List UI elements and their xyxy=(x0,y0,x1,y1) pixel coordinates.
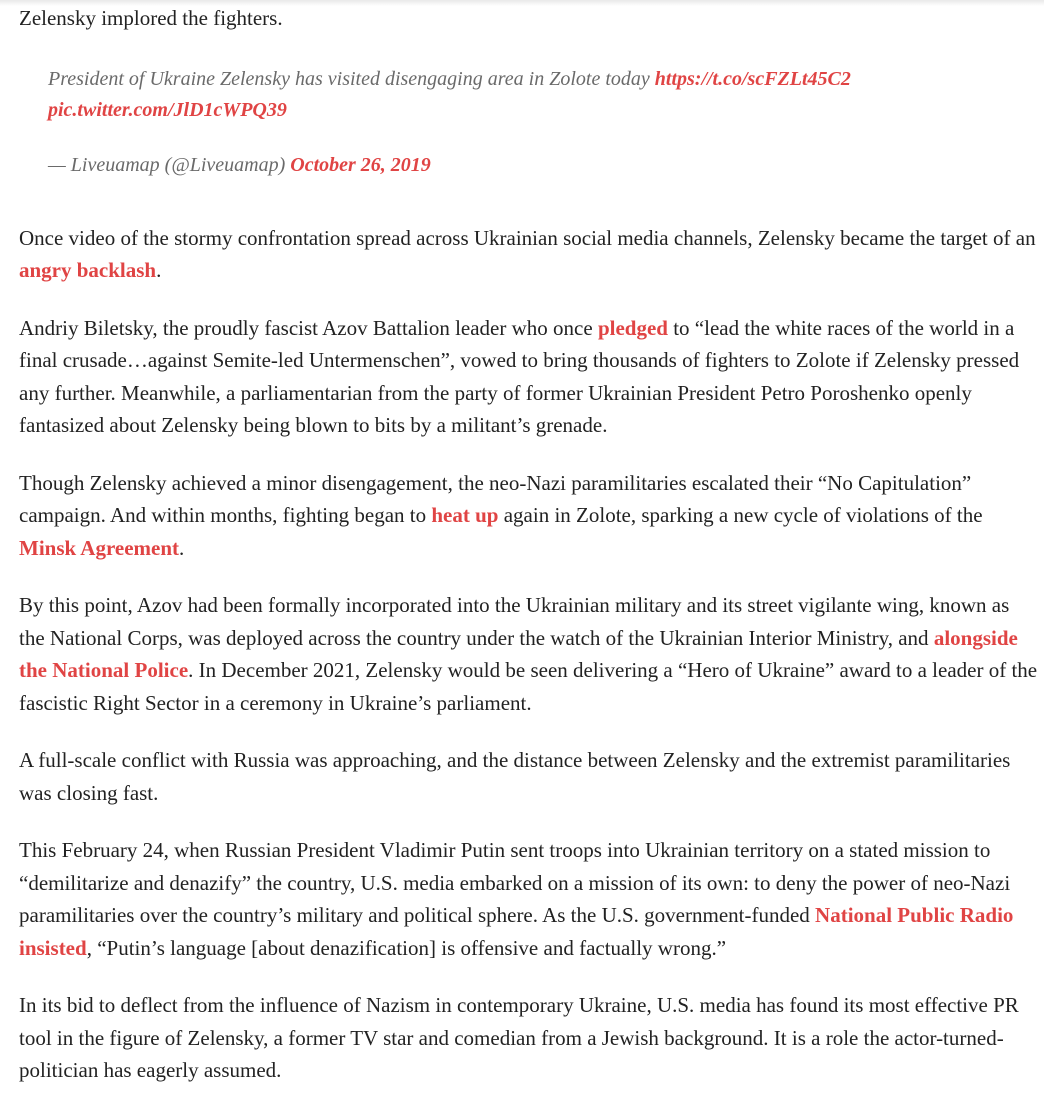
paragraph-pr-tool: In its bid to deflect from the influence of Nazism in contemporary Ukraine, U.S. media has found its most effective PR tool in the figure of Zelensky, a former TV star and comedian from a Jewish background. It is a role the actor-turned-politician has eagerly assumed. xyxy=(19,993,1019,1082)
embedded-tweet xyxy=(48,64,1039,181)
tweet-text: President of Ukraine Zelensky has visited disengaging area in Zolote today https://t.co/scFZLt45C2 pic.twitter.com/JlD1cWPQ39 xyxy=(48,67,851,121)
paragraph-conflict-approaching: A full-scale conflict with Russia was approaching, and the distance between Zelensky and the extremist paramilitaries was closing fast. xyxy=(19,748,1011,805)
tweet-short-link[interactable]: https://t.co/scFZLt45C2 xyxy=(654,67,851,90)
paragraph-backlash: Once video of the stormy confrontation spread across Ukrainian social media channels, Zelensky became the target of an angry backlash. xyxy=(19,225,1036,282)
minsk-agreement-link[interactable]: Minsk Agreement xyxy=(19,535,180,560)
angry-backlash-link[interactable]: angry backlash xyxy=(19,258,157,282)
heat-up-link[interactable]: heat up xyxy=(431,503,499,527)
pledged-link[interactable]: pledged xyxy=(597,315,668,340)
tweet-date-link[interactable]: October 26, 2019 xyxy=(290,153,431,176)
article-body xyxy=(19,2,1039,1112)
tweet-attribution: — Liveuamap (@Liveuamap) October 26, 2019 xyxy=(48,153,431,176)
national-police-link[interactable]: alongside the National Police xyxy=(19,625,1018,682)
tweet-pic-link[interactable]: pic.twitter.com/JlD1cWPQ39 xyxy=(48,98,287,121)
paragraph-disengagement: Though Zelensky achieved a minor disengagement, the neo-Nazi paramilitaries escalated their “No Capitulation” campaign. And within months, fighting began to heat up again in Zolote, sparking a new cycle of violations of the Minsk Agreement. xyxy=(19,470,983,560)
paragraph-azov-incorporated: By this point, Azov had been formally incorporated into the Ukrainian military and its street vigilante wing, known as the National Corps, was deployed across the country under the watch of the Ukrainian Interior Ministry, and alongside the National Police. In December 2021, Zelensky would be seen delivering a “Hero of Ukraine” award to a leader of the fascistic Right Sector in a ceremony in Ukraine’s parliament. xyxy=(19,593,1038,715)
npr-insisted-link[interactable]: National Public Radio insisted xyxy=(19,903,1014,960)
paragraph-biletsky: Andriy Biletsky, the proudly fascist Azov Battalion leader who once pledged to “lead the white races of the world in a final crusade…against Semite-led Untermenschen”, vowed to bring thousands of fighters to Zolote if Zelensky pressed any further. Meanwhile, a parliamentarian from the party of former Ukrainian President Petro Poroshenko openly fantasized about Zelensky being blown to bits by a militant’s grenade. xyxy=(19,315,1020,437)
paragraph-february-24: This February 24, when Russian President Vladimir Putin sent troops into Ukrainian territory on a stated mission to “demilitarize and denazify” the country, U.S. media embarked on a mission of its own: to deny the power of neo-Nazi paramilitaries over the country’s military and political sphere. As the U.S. government-funded National Public Radio insisted, “Putin’s language [about denazification] is offensive and factually wrong.” xyxy=(19,838,1014,960)
lead-paragraph: Zelensky implored the fighters. xyxy=(19,6,283,30)
